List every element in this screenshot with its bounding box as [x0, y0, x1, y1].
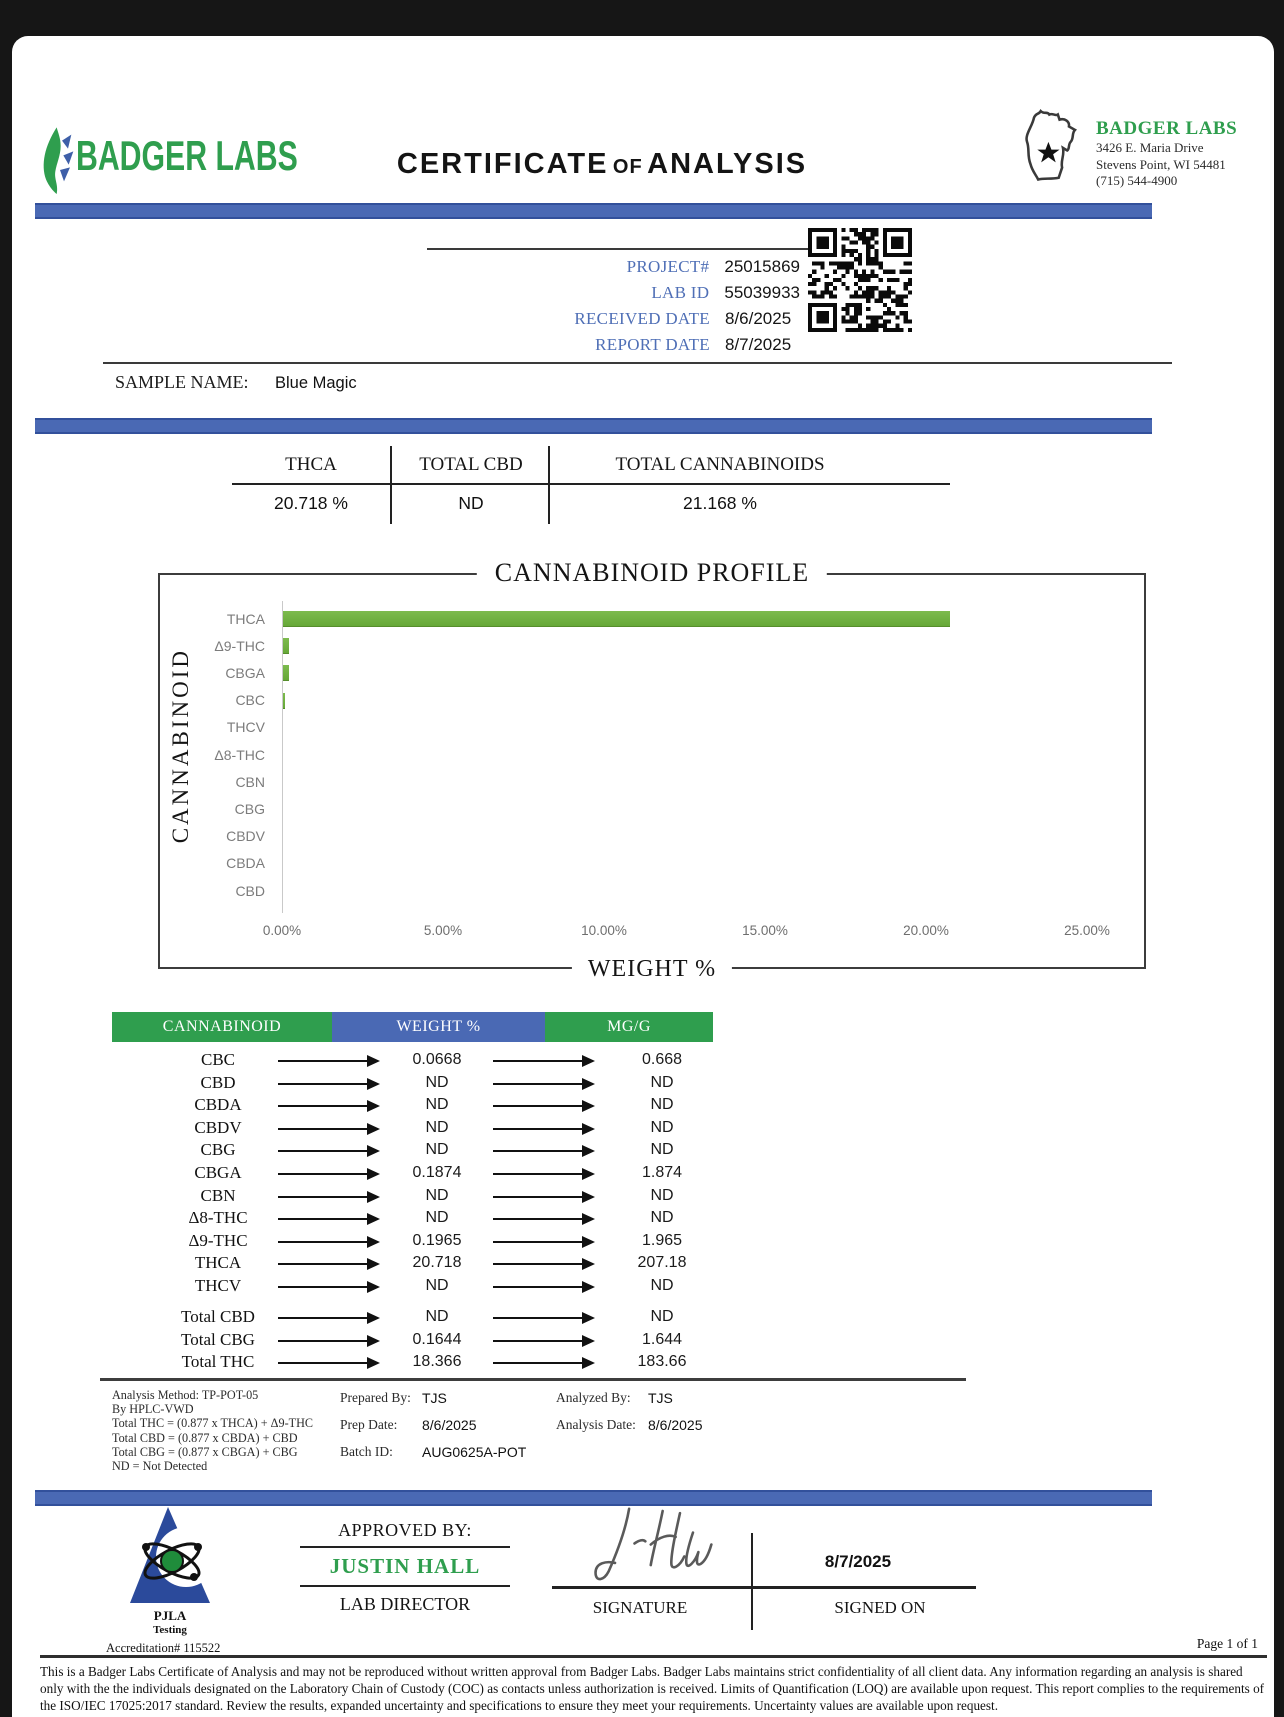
arrow-right-icon [493, 1128, 593, 1130]
arrow-right-icon [278, 1263, 378, 1265]
signature-rule [552, 1586, 976, 1589]
arrow-right-icon [278, 1241, 378, 1243]
meta-row-value: 25015869 [724, 257, 800, 276]
signed-on-date: 8/7/2025 [824, 1552, 892, 1571]
weight-value: ND [425, 1186, 449, 1204]
chart-x-tick: 10.00% [581, 923, 627, 938]
table-row [112, 1118, 713, 1141]
table-row [112, 1352, 713, 1375]
arrow-right-icon [278, 1173, 378, 1175]
chart-row [160, 605, 1144, 632]
note-value: 8/6/2025 [648, 1417, 703, 1433]
chart-title: CANNABINOID PROFILE [477, 558, 827, 588]
cannabinoid-name: Total CBD [181, 1307, 255, 1326]
meta-row [380, 280, 800, 306]
mgg-value: ND [650, 1073, 674, 1091]
weight-value: ND [425, 1209, 449, 1227]
mgg-value: ND [650, 1209, 674, 1227]
page-title-pre: CERTIFICATE [396, 148, 609, 180]
mgg-value: 1.644 [641, 1330, 683, 1348]
chart-bar [283, 611, 950, 627]
chart-row [160, 632, 1144, 659]
chart-x-tick: 15.00% [742, 923, 788, 938]
sample-name-label: SAMPLE NAME: [115, 372, 249, 392]
chart-category-label: THCV [226, 719, 265, 736]
cannabinoid-name: CBN [200, 1185, 236, 1205]
summary-column-label: TOTAL CBD [419, 454, 523, 475]
table-row [112, 1253, 713, 1276]
chart-category-label: CBG [234, 800, 265, 817]
arrow-right-icon [278, 1340, 378, 1342]
approver-title: LAB DIRECTOR [339, 1594, 471, 1614]
meta-row-value: 8/6/2025 [725, 309, 792, 328]
arrow-right-icon [278, 1083, 378, 1085]
meta-row-label: LAB ID [651, 283, 710, 302]
arrow-right-icon [278, 1060, 378, 1062]
wisconsin-state-icon [1008, 106, 1094, 200]
method-notes [112, 1388, 352, 1473]
weight-value: 0.1644 [412, 1330, 462, 1348]
arrow-right-icon [493, 1218, 593, 1220]
results-table-rows [112, 1050, 713, 1299]
lab-address-line2: Stevens Point, WI 54481 [1096, 156, 1226, 172]
meta-rule [427, 248, 812, 250]
chart-row [160, 714, 1144, 741]
blue-divider-summary [35, 418, 1152, 434]
weight-value: 0.1965 [412, 1231, 462, 1249]
meta-row-value: 55039933 [724, 283, 800, 302]
weight-value: ND [425, 1096, 449, 1114]
weight-value: 0.0668 [412, 1051, 462, 1068]
lab-phone: (715) 544-4900 [1096, 173, 1178, 188]
page-title-of: OF [612, 156, 643, 178]
cannabinoid-name: CBC [200, 1050, 236, 1069]
chart-category-label: CBC [235, 692, 265, 709]
cannabinoid-name: CBDA [194, 1095, 242, 1115]
table-row [112, 1186, 713, 1209]
cannabinoid-profile-chart [158, 558, 1146, 982]
arrow-right-icon [493, 1173, 593, 1175]
brand-logo-text: BADGER LABS [76, 132, 298, 179]
chart-x-tick: 20.00% [903, 923, 949, 938]
approved-by-label: APPROVED BY: [338, 1520, 472, 1540]
cannabinoid-name: CBDV [194, 1117, 242, 1137]
lab-address-block [1096, 118, 1266, 190]
results-header-cannabinoid: CANNABINOID [112, 1012, 332, 1042]
summary-column [548, 446, 952, 524]
chart-category-label: Δ9-THC [214, 637, 265, 654]
mgg-value: 0.668 [641, 1051, 683, 1068]
summary-column-label: THCA [285, 454, 337, 475]
blue-divider-top [35, 203, 1152, 219]
note-value: 8/6/2025 [422, 1417, 477, 1433]
chart-bar [283, 693, 285, 709]
method-note-line: Total CBG = (0.877 x CBGA) + CBG [112, 1444, 298, 1459]
arrow-right-icon [493, 1150, 593, 1152]
table-row [112, 1095, 713, 1118]
arrow-right-icon [278, 1317, 378, 1319]
arrow-right-icon [278, 1362, 378, 1364]
arrow-right-icon [493, 1105, 593, 1107]
meta-row-value: 8/7/2025 [725, 335, 792, 354]
page-number: Page 1 of 1 [1196, 1636, 1258, 1651]
cannabinoid-name: Δ9-THC [188, 1230, 248, 1250]
summary-column-value: ND [458, 493, 484, 513]
chart-category-label: CBD [235, 882, 265, 899]
chart-row [160, 659, 1144, 686]
chart-ylabel: CANNABINOID [168, 648, 193, 844]
accreditation: Accreditation# 115522 [106, 1641, 221, 1655]
table-row [112, 1208, 713, 1231]
weight-value: ND [425, 1073, 449, 1091]
method-note-line: By HPLC-VWD [112, 1402, 194, 1417]
meta-row-label: RECEIVED DATE [574, 309, 710, 328]
mgg-value: ND [650, 1276, 674, 1294]
arrow-right-icon [278, 1218, 378, 1220]
summary-column-value: 20.718 % [274, 493, 348, 513]
cannabinoid-name: THCA [194, 1253, 242, 1273]
arrow-right-icon [278, 1128, 378, 1130]
chart-row [160, 877, 1144, 904]
summary-table [232, 446, 950, 524]
chart-category-label: CBGA [225, 664, 265, 681]
chart-row [160, 741, 1144, 768]
pjla-line2: Testing [153, 1624, 187, 1636]
note-value: TJS [648, 1390, 673, 1406]
weight-value: ND [425, 1118, 449, 1136]
footer-rule [40, 1655, 1267, 1658]
mgg-value: ND [650, 1096, 674, 1114]
cannabinoid-name: CBGA [194, 1162, 242, 1182]
arrow-right-icon [278, 1105, 378, 1107]
chart-category-label: CBDA [226, 855, 265, 872]
arrow-right-icon [278, 1286, 378, 1288]
chart-bar [283, 638, 289, 654]
qr-code [808, 228, 912, 332]
table-row [112, 1163, 713, 1186]
mgg-value: 207.18 [637, 1254, 687, 1272]
arrow-right-icon [493, 1060, 593, 1062]
lab-address-line1: 3426 E. Maria Drive [1096, 140, 1204, 155]
arrow-right-icon [493, 1362, 593, 1364]
summary-column-label: TOTAL CANNABINOIDS [615, 454, 825, 475]
chart-category-label: CBN [235, 773, 265, 790]
chart-x-tick: 5.00% [423, 923, 463, 938]
note-label: Prep Date: [340, 1417, 398, 1432]
sample-rule [103, 362, 1172, 364]
chart-xlabel: WEIGHT % [572, 956, 732, 983]
chart-row [160, 795, 1144, 822]
weight-value: 0.1874 [412, 1163, 462, 1181]
arrow-right-icon [493, 1340, 593, 1342]
chart-row [160, 850, 1144, 877]
note-label: Analyzed By: [556, 1390, 631, 1405]
weight-value: ND [425, 1276, 449, 1294]
results-table-totals [112, 1307, 713, 1375]
cannabinoid-name: THCV [194, 1275, 242, 1295]
pjla-line1: PJLA [153, 1608, 187, 1623]
mgg-value: 1.965 [641, 1231, 683, 1249]
results-table-rule [100, 1378, 966, 1381]
chart-category-label: CBDV [226, 828, 265, 845]
page-title-post: ANALYSIS [647, 148, 808, 180]
note-label: Prepared By: [340, 1390, 411, 1405]
mgg-value: ND [650, 1118, 674, 1136]
weight-value: 18.366 [412, 1353, 462, 1371]
weight-value: 20.718 [412, 1254, 462, 1272]
note-label: Batch ID: [340, 1444, 393, 1459]
table-row [112, 1307, 713, 1330]
results-table-header [112, 1012, 713, 1042]
signature-label: SIGNATURE [592, 1598, 688, 1617]
chart-row [160, 768, 1144, 795]
meta-row [380, 254, 800, 280]
meta-row-label: PROJECT# [626, 257, 710, 276]
cannabinoid-name: Total THC [181, 1352, 255, 1372]
arrow-right-icon [493, 1286, 593, 1288]
chart-x-tick: 25.00% [1064, 923, 1110, 938]
chart-bar [283, 665, 289, 681]
method-note-line: Analysis Method: TP-POT-05 [112, 1388, 259, 1402]
mgg-value: ND [650, 1308, 674, 1325]
arrow-right-icon [493, 1196, 593, 1198]
signed-on-label: SIGNED ON [834, 1598, 926, 1617]
chart-row [160, 687, 1144, 714]
signature-divider [751, 1533, 753, 1630]
coa-page [12, 36, 1274, 1717]
arrow-right-icon [493, 1241, 593, 1243]
note-label: Analysis Date: [556, 1417, 636, 1432]
approved-by-rule [300, 1546, 510, 1548]
results-header-mgg: MG/G [545, 1012, 713, 1042]
table-row [112, 1140, 713, 1163]
meta-row [380, 332, 800, 358]
mgg-value: ND [650, 1141, 674, 1159]
cannabinoid-name: CBD [200, 1072, 236, 1092]
table-row [112, 1276, 713, 1299]
summary-column [390, 446, 550, 524]
chart-category-label: Δ8-THC [214, 746, 265, 763]
weight-value: ND [425, 1308, 449, 1325]
badger-labs-leaf-icon [38, 122, 78, 198]
cannabinoid-name: CBG [200, 1140, 236, 1160]
method-note-line: Total THC = (0.877 x THCA) + Δ9-THC [112, 1416, 314, 1431]
results-header-weight: WEIGHT % [332, 1012, 545, 1042]
chart-row [160, 823, 1144, 850]
approver-rule [300, 1585, 510, 1587]
method-note-line: Total CBD = (0.877 x CBDA) + CBD [112, 1430, 298, 1445]
method-note-line: ND = Not Detected [112, 1459, 208, 1474]
note-value: TJS [422, 1390, 447, 1406]
mgg-value: 1.874 [641, 1163, 683, 1181]
chart-x-tick: 0.00% [262, 923, 302, 938]
approver-name: JUSTIN HALL [329, 1554, 481, 1578]
signature-image [560, 1498, 735, 1590]
arrow-right-icon [278, 1196, 378, 1198]
mgg-value: 183.66 [637, 1353, 687, 1371]
meta-row-label: REPORT DATE [595, 335, 710, 354]
chart-category-label: THCA [226, 610, 265, 627]
arrow-right-icon [278, 1150, 378, 1152]
weight-value: ND [425, 1141, 449, 1159]
arrow-right-icon [493, 1083, 593, 1085]
table-row [112, 1330, 713, 1353]
lab-name: BADGER LABS [1096, 118, 1238, 139]
cannabinoid-name: Δ8-THC [188, 1208, 248, 1228]
meta-row [380, 306, 800, 332]
mgg-value: ND [650, 1186, 674, 1204]
summary-column [232, 446, 390, 524]
table-row [112, 1050, 713, 1073]
pjla-logo-icon [120, 1503, 220, 1607]
arrow-right-icon [493, 1263, 593, 1265]
summary-column-value: 21.168 % [683, 493, 757, 513]
table-row [112, 1073, 713, 1096]
note-value: AUG0625A-POT [422, 1444, 527, 1460]
page-title [342, 148, 862, 181]
table-row [112, 1231, 713, 1254]
meta-info [380, 254, 800, 358]
cannabinoid-name: Total CBG [181, 1329, 255, 1349]
arrow-right-icon [493, 1317, 593, 1319]
sample-name-value: Blue Magic [275, 374, 357, 392]
disclaimer-text: This is a Badger Labs Certificate of Analysis and may not be reproduced without written approval from Badger Labs. Badger Labs maintains strict confidentiality of all client data. Any information regarding an analysis is shared only with the the individuals designated on the Laboratory Chain of Custody (COC) as contacts unless authorization is received. Limits of Quantification (LOQ) are available upon request. This report complies to the requirements of the ISO/IEC 17025:2017 standard. Review the results, expanded uncertainty and specifications to ensure they meet your requirements. Uncertainty values are available upon request. [40, 1664, 1265, 1713]
